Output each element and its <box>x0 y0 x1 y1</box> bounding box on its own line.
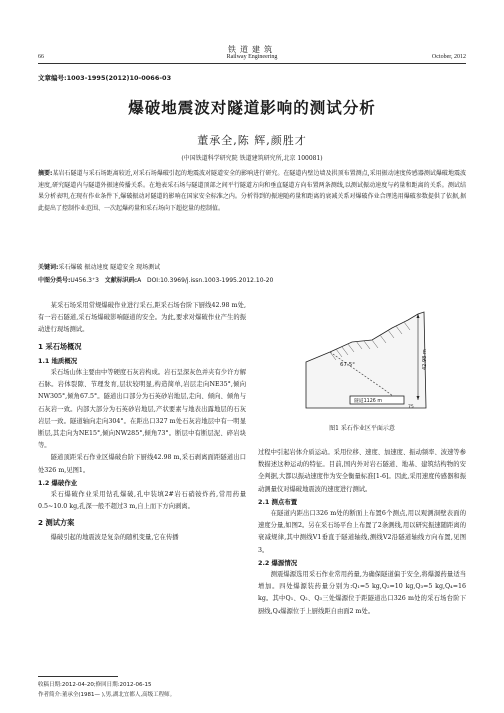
abstract-text: 某岩石隧道与采石场距离较近,对采石场爆破引起的地震波对隧道安全的影响进行研究。在隧道内壁边墙及拱顶布置测点,采用振动速度传感器测试爆破地震波速度,研究隧道内与隧道外振速传播关系。在地表采石场与隧道顶部之间平行隧道方向和垂直隧道方向布置两条测线,以测试振动速度与药量和距离的关系。测试结果分析表明,在现有作业条件下,爆破振动对隧道的影响在国家安全标准之内。分析得到的振速随药量和距离的衰减关系对爆破作业合理选用爆破参数提供了依据,据此提出了控制作业范围、一次起爆药量和采石场向下超挖量的控制值。 <box>38 170 466 212</box>
issue-date: October, 2012 <box>431 54 466 60</box>
section-1-1-text-2: 隧道顶距采石作业区爆破台阶下厨线42.98 m,采石剥离面距隧道出口处326 m,见图1。 <box>38 454 246 474</box>
doc-code: A <box>137 277 142 284</box>
abstract <box>38 168 466 214</box>
doi: DOI:10.3969/j.issn.1003-1995.2012.10-20 <box>146 277 274 284</box>
journal-name-en: Railway Engineering <box>226 54 278 60</box>
section-2-2-heading: 2.2 爆源情况 <box>258 558 298 567</box>
intro-paragraph: 某采石场采用常规爆破作业进行采石,距采石场台阶下厨线42.98 m处,有一岩石隧道,采石场爆破影响隧道的安全。为此,要求对爆破作业产生的振动进行现场测试。 <box>38 302 246 334</box>
doc-code-label: 文献标识码: <box>104 277 138 284</box>
author-bio: 作者简介:董承全(1981— ),男,湖北宜都人,高级工程师。 <box>38 692 176 698</box>
tunnel-label: 隧道1126 m <box>354 399 382 404</box>
section-2-2-text: 测震爆源选用采石作业常用药量,为确保隧道偏于安全,将爆源药量适当增加。四处爆源装药量分别为:Q₁=5 kg,Q₂=10 kg,Q₃=5 kg,Q₄=16 kg。其中Q₁、Q₂、Q₃三处爆源位于距隧道出口326 m处的采石场台阶下厨线,Q₄爆源位于上厨线距自由面2 m处。 <box>258 571 466 615</box>
page-number: 66 <box>38 54 44 60</box>
left-column <box>38 300 246 544</box>
section-2-heading: 2 测试方案 <box>38 518 75 528</box>
right-column <box>258 447 466 618</box>
paper-title: 爆破地震波对隧道影响的测试分析 <box>128 99 376 117</box>
authors: 董承全,陈 辉,颜胜才 <box>197 134 307 147</box>
clc-code: U456.3⁺3 <box>70 277 99 284</box>
section-1-2-text: 采石爆破作业采用钻孔爆破,孔中装填2#岩石硝铵炸药,常用药量0.5~10.0 kg,孔深一般不超过3 m,自上而下方向剥离。 <box>38 491 246 511</box>
section-2-1-heading: 2.1 测点布置 <box>258 497 298 506</box>
footnote-rule <box>38 676 118 677</box>
received-date: 收稿日期:2012-04-20;修回日期:2012-06-15 <box>38 682 152 688</box>
section-1-heading: 1 采石场概况 <box>38 341 82 351</box>
figure-caption: 图1 采石作业区平面示意 <box>329 425 395 432</box>
continued-paragraph: 过程中引起岩体介质运动。采用位移、速度、加速度、振动频率、波速等参数描述这种运动的特征。目前,国内外对岩石隧道、地基、建筑结构物的安全判据,大都以振动速度作为安全衡量标准[1-6]。因此,采用速度传感器和振动测量仪对爆破地震波的速度进行测试。 <box>258 449 466 493</box>
marker-label: 75 <box>408 405 414 410</box>
section-1-1-heading: 1.1 地质概况 <box>38 356 78 365</box>
affiliation: (中国铁道科学研究院 铁道建筑研究所,北京 100081) <box>181 155 323 162</box>
journal-name: 铁道建筑 <box>228 45 276 54</box>
distance-label: 42.98 m <box>422 349 428 370</box>
header-rule <box>38 63 466 64</box>
keywords-text: 采石爆破 振动速度 隧道安全 现场测试 <box>58 264 161 271</box>
slope-outline <box>306 312 426 408</box>
article-id: 文章编号:1003-1995(2012)10-0066-03 <box>38 74 172 82</box>
quarry-plan-figure <box>300 300 436 412</box>
classification-line <box>38 275 466 284</box>
angle-label: 67.5° <box>340 362 355 368</box>
keywords-label: 关键词: <box>38 264 59 271</box>
clc-label: 中图分类号: <box>38 277 71 284</box>
section-1-1-text: 采石场山体主要由中等硬度石灰岩构成。岩石呈深灰色并夹有少许方解石脉。岩体裂隙、节理发育,层状较明显,构造简单,岩层走向NE35°,倾向NW305°,倾角67.5°。隧道出口部分为石英砂岩地层,走向、倾向、倾角与石灰岩一致。内部大部分为石英砂岩地层,产状要素与地表出露地层的石灰岩层一致。隧道轴向走向304°。在距出口327 m处石灰岩地层中有一明显断层,其走向为NE15°,倾向NW285°,倾角73°。断层中有断层泥、碎岩块等。 <box>38 369 246 450</box>
keywords <box>38 262 466 271</box>
section-2-1-text: 在隧道内距出口326 m处的断面上布置6个测点,用以观测洞壁表面的速度分量,如图2。另在采石场平台上布置了2条测线,用以研究振速随距离的衰减规律,其中测线V1垂直于隧道轴线,测线V2沿隧道轴线方向布置,见图3。 <box>258 510 466 554</box>
section-2-text: 爆破引起的地震波是复杂的随机变量,它在传播 <box>50 533 179 541</box>
section-1-2-heading: 1.2 爆破作业 <box>38 478 78 487</box>
abstract-label: 摘要: <box>38 170 53 177</box>
